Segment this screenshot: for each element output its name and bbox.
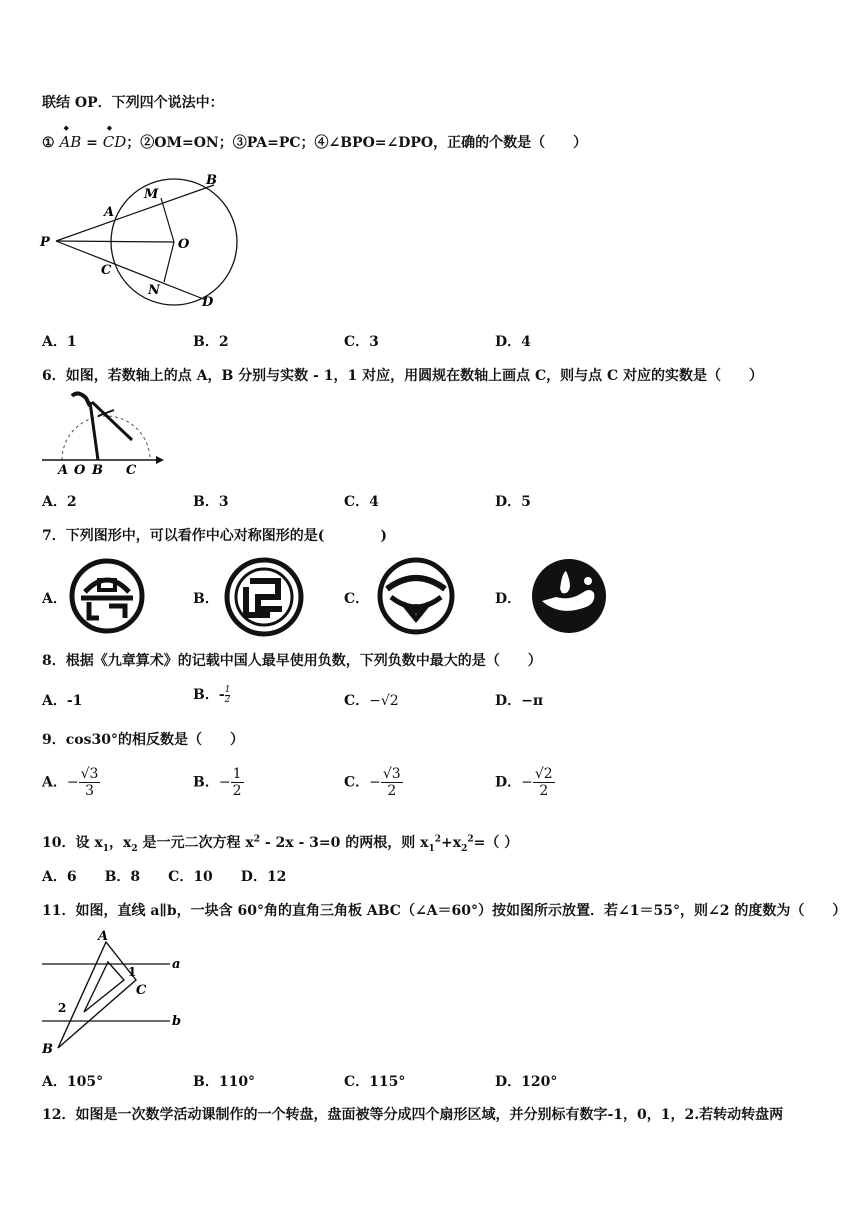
label-M: M <box>144 187 159 202</box>
label-B: B <box>42 1042 53 1057</box>
q6-option-d[interactable]: D．5 <box>495 494 531 510</box>
label-O: O <box>74 463 86 478</box>
q12-stem: 12．如图是一次数学活动课制作的一个转盘，盘面被等分成四个扇形区域，并分别标有数字-1，0，1，2.若转动转盘两 <box>42 1107 784 1123</box>
label-C: C <box>126 463 137 478</box>
q9-option-b-fraction: $\frac{1}{2}$ <box>232 766 242 799</box>
q10-stem: 10．设 $x_1$，$x_2$ 是一元二次方程 $x^2 - 2x - 3=0$ 的两根，则 $x_1^2+x_2^2=$（ ） <box>42 834 519 854</box>
q5-option-d[interactable]: D．4 <box>495 334 531 350</box>
q11-option-d[interactable]: D．120° <box>495 1074 558 1090</box>
q8-option-d[interactable]: D．−π <box>495 693 544 709</box>
q7-option-d[interactable]: D． <box>495 591 522 607</box>
q9-option-b[interactable] <box>193 766 244 799</box>
q9-option-a-fraction: $\frac{√3}{3}$ <box>80 766 99 799</box>
label-B: B <box>206 173 217 188</box>
q7-logo-b[interactable] <box>224 557 304 637</box>
q5-circle-figure <box>36 170 246 315</box>
q9-option-b-sign: − <box>218 774 231 791</box>
label-P: P <box>40 235 50 250</box>
q9-option-b-label: B． <box>193 774 219 791</box>
q9-option-a-sign: − <box>66 774 79 791</box>
q5-stmt-rest: ；②OM=ON；③PA=PC；④∠BPO=∠DPO，正确的个数是（ ） <box>126 135 588 151</box>
label-1: 1 <box>128 965 137 979</box>
q9-option-d-label: D． <box>495 774 522 791</box>
q5-statements <box>42 132 587 152</box>
q8-option-a[interactable]: A．-1 <box>42 693 83 709</box>
q5-arc-cd: ◆ CD <box>103 133 127 151</box>
q9-option-c-label: C． <box>344 774 370 791</box>
label-A: A <box>98 929 109 944</box>
q8-option-b-fraction: $\frac{1}{2}$ <box>224 684 231 705</box>
label-N: N <box>148 283 160 298</box>
label-A: A <box>58 463 69 478</box>
q7-logo-c[interactable] <box>377 557 455 635</box>
q9-option-a-label: A． <box>42 774 67 791</box>
q11-option-b[interactable]: B．110° <box>193 1074 256 1090</box>
q5-option-a[interactable]: A．1 <box>42 334 77 350</box>
label-b: b <box>172 1014 182 1029</box>
label-O: O <box>178 237 190 252</box>
label-2: 2 <box>58 1001 67 1015</box>
label-C: C <box>101 263 112 278</box>
q5-arc-ab: ◆ AB <box>59 133 81 151</box>
q6-option-c[interactable]: C．4 <box>344 494 379 510</box>
q7-option-b[interactable]: B． <box>193 591 219 607</box>
q9-option-c-sign: − <box>369 774 381 791</box>
q8-option-c-label: C． <box>344 693 370 709</box>
q9-option-c-fraction: $\frac{√3}{2}$ <box>382 766 401 799</box>
q9-stem: 9．cos30°的相反数是（ ） <box>42 732 244 748</box>
q8-option-b-label: B．- <box>193 687 225 703</box>
q5-option-c[interactable]: C．3 <box>344 334 379 350</box>
q10-options[interactable]: A．6 B．8 C．10 D．12 <box>42 869 287 885</box>
q11-option-c[interactable]: C．115° <box>344 1074 406 1090</box>
q7-option-c[interactable]: C． <box>344 591 370 607</box>
q7-logo-d[interactable] <box>530 557 608 635</box>
q8-option-c-expr: −√2 <box>369 693 399 709</box>
q5-arc-eq: = <box>81 135 103 151</box>
q7-logo-a[interactable] <box>69 558 145 634</box>
q9-option-d-sign: − <box>521 774 533 791</box>
label-D: D <box>202 295 214 310</box>
q6-stem: 6．如图，若数轴上的点 A，B 分别与实数 - 1，1 对应，用圆规在数轴上画点 C，则与点 C 对应的实数是（ ） <box>42 368 764 384</box>
label-C: C <box>136 983 147 998</box>
q9-option-d[interactable] <box>495 766 555 799</box>
q6-option-a[interactable]: A．2 <box>42 494 77 510</box>
q7-stem: 7．下列图形中，可以看作中心对称图形的是( ) <box>42 528 387 544</box>
q9-option-a[interactable] <box>42 766 100 799</box>
q5-intro: 联结 OP．下列四个说法中： <box>42 95 224 111</box>
q6-option-b[interactable]: B．3 <box>193 494 229 510</box>
q6-compass-figure <box>40 388 170 480</box>
q8-stem: 8．根据《九章算术》的记载中国人最早使用负数，下列负数中最大的是（ ） <box>42 653 542 669</box>
q11-stem: 11．如图，直线 a∥b，一块含 60°角的直角三角板 ABC（∠A＝60°）按如图所示放置．若∠1＝55°，则∠2 的度数为（ ） <box>42 903 847 919</box>
q11-triangle-figure <box>38 928 188 1060</box>
label-B: B <box>92 463 103 478</box>
label-A: A <box>104 205 115 220</box>
q5-option-b[interactable]: B．2 <box>193 334 229 350</box>
q7-option-a[interactable]: A． <box>42 591 67 607</box>
q9-option-d-fraction: $\frac{√2}{2}$ <box>534 766 553 799</box>
q8-option-b[interactable] <box>193 684 230 705</box>
q11-option-a[interactable]: A．105° <box>42 1074 104 1090</box>
q9-option-c[interactable] <box>344 766 403 799</box>
q8-option-c[interactable] <box>344 690 399 710</box>
q5-stmt1-marker: ① <box>42 135 55 151</box>
label-a: a <box>172 957 181 972</box>
